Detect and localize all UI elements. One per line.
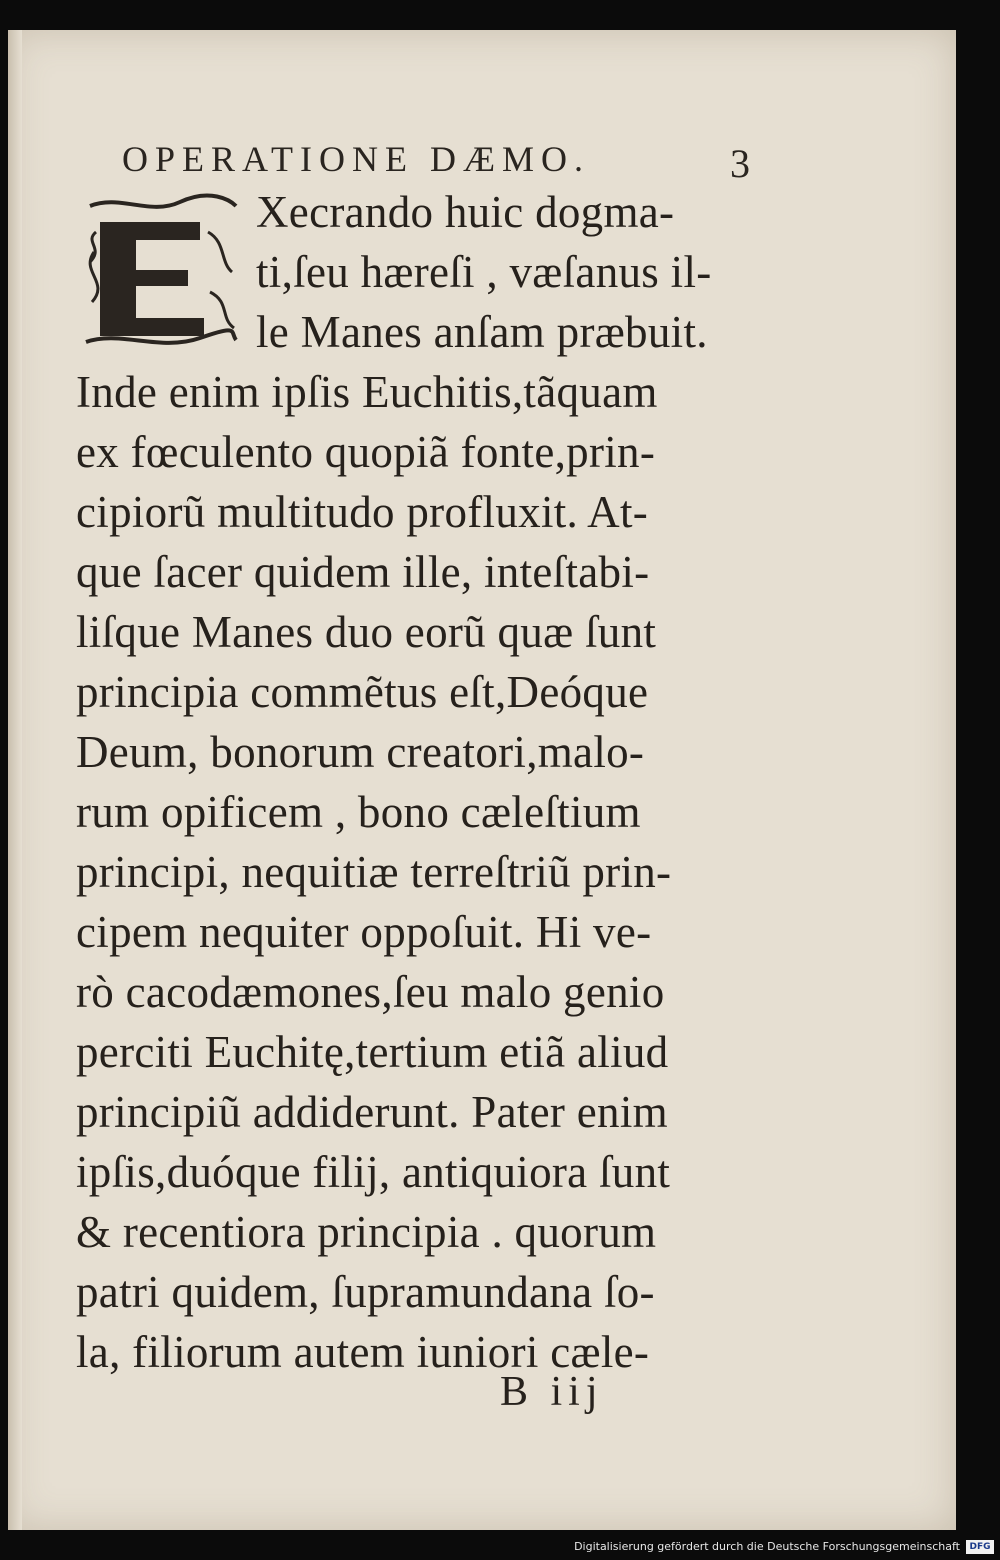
text-line: rò cacodæmones,ſeu malo genio <box>76 967 665 1017</box>
text-line: liſque Manes duo eorũ quæ ſunt <box>76 607 657 657</box>
text-line: rum opificem , bono cæleſtium <box>76 787 641 837</box>
text-line: & recentiora principia . quorum <box>76 1207 657 1257</box>
text-line: principia commẽtus eſt,Deóque <box>76 667 649 717</box>
running-head: OPERATIONE DÆMO. <box>122 139 591 179</box>
signature-mark: B iij <box>500 1369 604 1415</box>
text-line: principi, nequitiæ terreſtriũ prin- <box>76 847 672 897</box>
text-line: le Manes anſam præbuit. <box>256 307 708 357</box>
text-line: perciti Euchitę,tertium etiã aliud <box>76 1027 669 1077</box>
text-line: patri quidem, ſupramundana ſo- <box>76 1267 655 1317</box>
footer-bar <box>0 1530 1000 1560</box>
text-line: ipſis,duóque filij, antiquiora ſunt <box>76 1147 671 1197</box>
dfg-logo: DFG <box>966 1540 994 1554</box>
page-number: 3 <box>730 141 750 186</box>
text-line: cipem nequiter oppoſuit. Hi ve- <box>76 907 652 957</box>
text-line: ti,ſeu hæreſi , væſanus il- <box>256 247 712 297</box>
funding-note: Digitalisierung gefördert durch die Deutsche Forschungsgemeinschaft <box>574 1540 960 1553</box>
text-line: que ſacer quidem ille, inteſtabi- <box>76 547 650 597</box>
text-line: principiũ addiderunt. Pater enim <box>76 1087 668 1137</box>
text-line: ex fœculento quopiã fonte,prin- <box>76 427 656 477</box>
text-line: Inde enim ipſis Euchitis,tãquam <box>76 367 658 417</box>
text-line: cipiorũ multitudo profluxit. At- <box>76 487 649 537</box>
text-line: la, filiorum autem iuniori cæle- <box>76 1327 650 1377</box>
text-line: Deum, bonorum creatori,malo- <box>76 727 645 777</box>
text-line: Xecrando huic dogma- <box>256 187 675 237</box>
